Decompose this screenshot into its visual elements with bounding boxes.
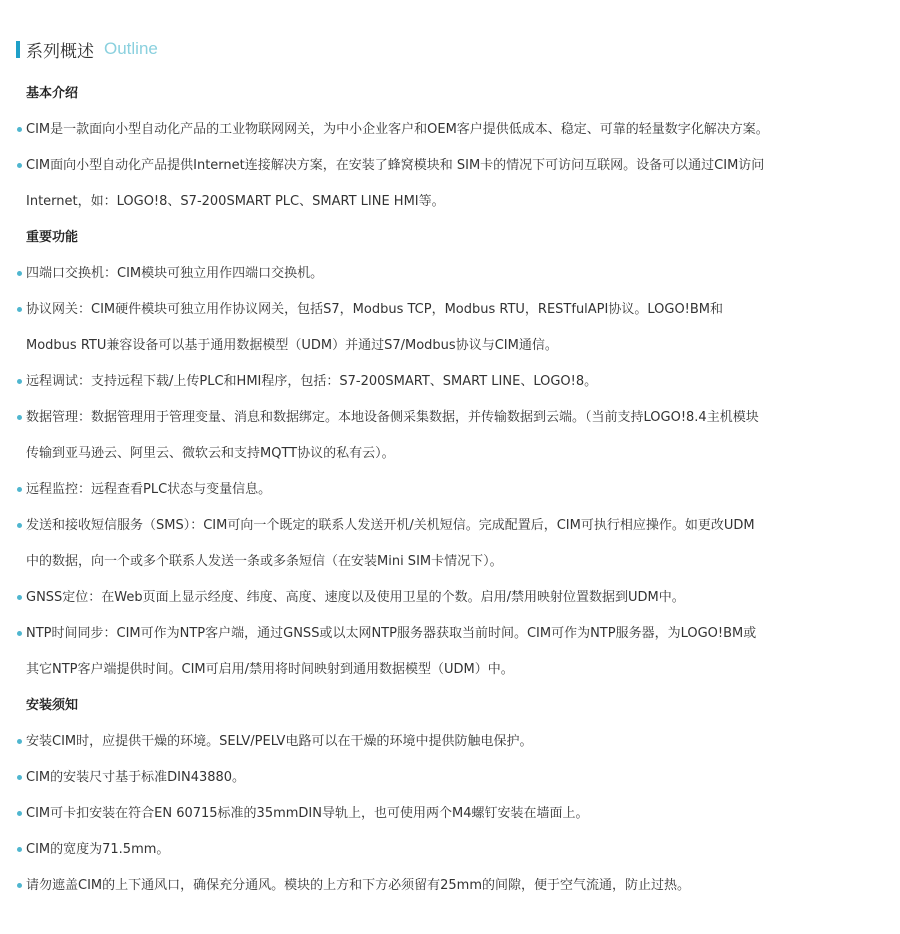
bullet-dot-icon [17,631,22,636]
bullet-dot-icon [17,307,22,312]
list-item [0,508,900,580]
list-item-text: 远程监控：远程查看PLC状态与变量信息。 [26,482,272,497]
bullet-dot-icon [17,415,22,420]
list-item [0,616,900,688]
list-item [0,364,900,400]
header-accent-bar [16,41,20,58]
bullet-dot-icon [17,775,22,780]
list-item-text: CIM面向小型自动化产品提供Internet连接解决方案，在安装了蜂窝模块和 SIM卡的情况下可访问互联网。设备可以通过CIM访问 [26,158,765,173]
section-title: 安装须知 [26,698,79,713]
list-item-text: Modbus RTU兼容设备可以基于通用数据模型（UDM）并通过S7/Modbus协议与CIM通信。 [26,338,558,353]
bullet-dot-icon [17,271,22,276]
bullet-dot-icon [17,811,22,816]
bullet-dot-icon [17,739,22,744]
list-item-text: CIM的宽度为71.5mm。 [26,842,170,857]
section-title: 重要功能 [26,230,79,245]
list-item-text: Internet，如：LOGO!8、S7-200SMART PLC、SMART LINE HMI等。 [26,194,445,209]
bullet-dot-icon [17,163,22,168]
list-item [0,400,900,472]
list-item-text: CIM是一款面向小型自动化产品的工业物联网网关，为中小企业客户和OEM客户提供低成本、稳定、可靠的轻量数字化解决方案。 [26,122,769,137]
bullet-dot-icon [17,847,22,852]
list-item-text: GNSS定位：在Web页面上显示经度、纬度、高度、速度以及使用卫星的个数。启用/禁用映射位置数据到UDM中。 [26,590,685,605]
list-item-text: 安装CIM时，应提供干燥的环境。SELV/PELV电路可以在干燥的环境中提供防触电保护。 [26,734,533,749]
list-item [0,472,900,508]
bullet-dot-icon [17,379,22,384]
list-item-text: 中的数据，向一个或多个联系人发送一条或多条短信（在安装Mini SIM卡情况下）。 [26,554,503,569]
section-header [16,37,158,61]
list-item-text: 远程调试：支持远程下载/上传PLC和HMI程序，包括：S7-200SMART、SMART LINE、LOGO!8。 [26,374,598,389]
list-item-text: 数据管理：数据管理用于管理变量、消息和数据绑定。本地设备侧采集数据，并传输数据到云端。（当前支持LOGO!8.4主机模块 [26,410,759,425]
list-item-text: CIM可卡扣安装在符合EN 60715标准的35mmDIN导轨上，也可使用两个M4螺钉安装在墙面上。 [26,806,589,821]
list-item-text: 四端口交换机：CIM模块可独立用作四端口交换机。 [26,266,324,281]
list-item [0,292,900,364]
bullet-dot-icon [17,523,22,528]
list-item-text: 其它NTP客户端提供时间。CIM可启用/禁用将时间映射到通用数据模型（UDM）中。 [26,662,514,677]
section-title: 基本介绍 [26,86,79,101]
bullet-dot-icon [17,595,22,600]
bullet-dot-icon [17,883,22,888]
list-item-text: NTP时间同步：CIM可作为NTP客户端，通过GNSS或以太网NTP服务器获取当前时间。CIM可作为NTP服务器，为LOGO!BM或 [26,626,757,641]
bullet-dot-icon [17,487,22,492]
list-item [0,112,900,148]
header-title: 系列概述 [26,41,94,62]
list-item [0,796,900,832]
list-item [0,868,900,904]
list-item-text: CIM的安装尺寸基于标准DIN43880。 [26,770,246,785]
list-item [0,724,900,760]
bullet-dot-icon [17,127,22,132]
header-subtitle: Outline [104,39,158,58]
list-item [0,580,900,616]
content [0,76,900,904]
list-item [0,256,900,292]
list-item-text: 协议网关：CIM硬件模块可独立用作协议网关，包括S7，Modbus TCP，Modbus RTU，RESTfulAPI协议。LOGO!BM和 [26,302,724,317]
list-item [0,832,900,868]
list-item [0,148,900,220]
list-item-text: 传输到亚马逊云、阿里云、微软云和支持MQTT协议的私有云）。 [26,446,395,461]
list-item [0,760,900,796]
list-item-text: 请勿遮盖CIM的上下通风口，确保充分通风。模块的上方和下方必须留有25mm的间隙，便于空气流通，防止过热。 [26,878,690,893]
list-item-text: 发送和接收短信服务（SMS）：CIM可向一个既定的联系人发送开机/关机短信。完成配置后，CIM可执行相应操作。如更改UDM [26,518,755,533]
